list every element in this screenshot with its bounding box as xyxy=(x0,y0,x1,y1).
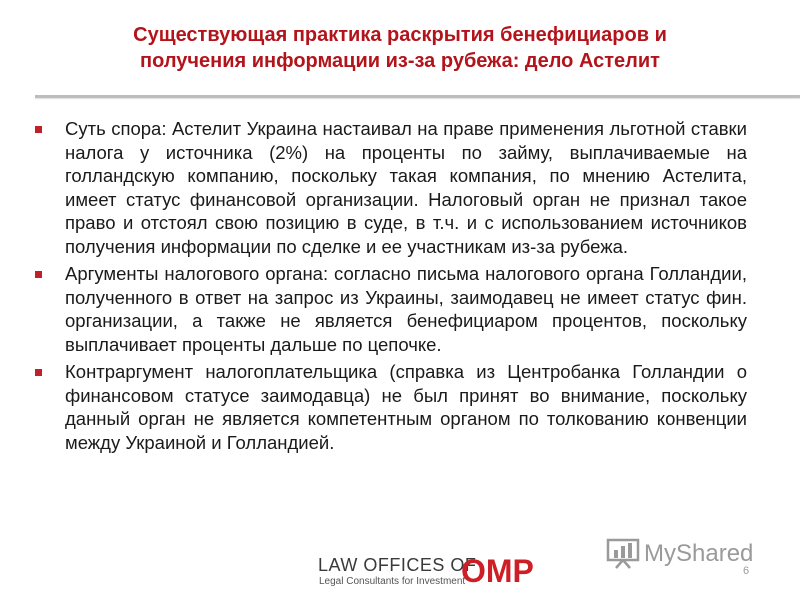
myshared-watermark xyxy=(606,537,776,571)
square-bullet-icon xyxy=(35,271,42,278)
logo-tagline: Legal Consultants for Investment xyxy=(319,576,466,587)
page-number: 6 xyxy=(743,565,750,577)
slide-title-line2: получения информации из-за рубежа: дело Астелит xyxy=(140,50,660,72)
title-divider xyxy=(35,95,800,98)
bullet-list xyxy=(35,117,747,458)
watermark-text: MyShared xyxy=(644,540,754,567)
presentation-chart-icon xyxy=(606,537,640,574)
bullet-text: Аргументы налогового органа: согласно письма налогового органа Голландии, полученного в ответ на запрос из Украины, заимодавец не имеет статус фин. организации, а также не является бенефициаром процентов, поскольку выплачивает проценты дальше по цепочке. xyxy=(65,263,747,355)
law-offices-logo xyxy=(318,555,558,595)
logo-line1: LAW OFFICES OF xyxy=(318,555,477,575)
bullet-item xyxy=(35,360,747,454)
square-bullet-icon xyxy=(35,126,42,133)
bullet-text: Контраргумент налогоплательщика (справка из Центробанка Голландии о финансовом статусе заимодавца) не был принят во внимание, поскольку данный орган не является компетентным органом по толкованию конвенции между Украиной и Голландией. xyxy=(65,361,747,453)
bullet-item xyxy=(35,262,747,356)
bullet-item xyxy=(35,117,747,258)
slide-title-line1: Существующая практика раскрытия бенефициаров и xyxy=(133,24,667,46)
square-bullet-icon xyxy=(35,369,42,376)
logo-brand: OMP xyxy=(461,553,534,589)
slide-title xyxy=(60,22,740,74)
bullet-text: Суть спора: Астелит Украина настаивал на праве применения льготной ставки налога у источника (2%) на проценты по займу, выплачиваемые на голландскую компанию, поскольку такая компания, по мнению Астелита, имеет статус финансовой организации. Налоговый орган не признал такое право и отстоял свою позицию в суде, в т.ч. и с использованием источников получения информации по сделке и ее участникам из-за рубежа. xyxy=(65,118,747,257)
